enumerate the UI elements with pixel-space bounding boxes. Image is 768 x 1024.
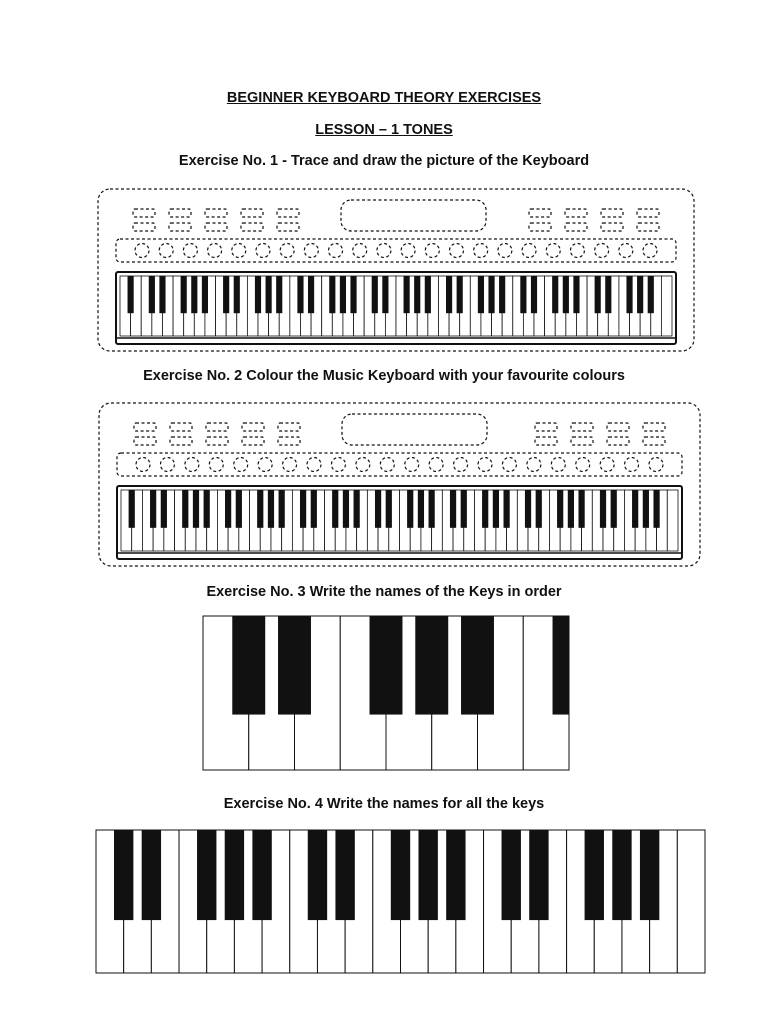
exercise-4-piano-keys <box>95 829 706 974</box>
black-key <box>252 830 271 920</box>
black-key <box>585 830 604 920</box>
lesson-title: LESSON – 1 TONES <box>315 122 453 138</box>
black-key <box>446 276 452 313</box>
round-button <box>329 244 343 258</box>
round-button <box>380 458 394 472</box>
black-key <box>308 830 327 920</box>
black-key <box>626 276 632 313</box>
black-key <box>266 276 272 313</box>
black-key <box>391 830 410 920</box>
black-key <box>557 490 563 528</box>
exercise-3-title: Exercise No. 3 Write the names of the Keys in order <box>206 584 562 600</box>
black-key <box>354 490 360 528</box>
black-key <box>578 490 584 528</box>
black-key <box>343 490 349 528</box>
button-pair-left <box>241 223 263 231</box>
button-pair-left <box>277 209 299 217</box>
exercise-2-keyboard-diagram <box>98 402 701 567</box>
black-key <box>340 276 346 313</box>
black-key <box>193 490 199 528</box>
round-button <box>576 458 590 472</box>
black-key <box>370 616 403 715</box>
button-pair-right <box>535 423 557 431</box>
round-button <box>600 458 614 472</box>
exercise-1-keyboard-diagram <box>97 188 695 352</box>
button-pair-right <box>601 223 623 231</box>
round-button <box>454 458 468 472</box>
black-key <box>279 490 285 528</box>
black-key <box>114 830 133 920</box>
round-button <box>356 458 370 472</box>
black-key <box>461 490 467 528</box>
black-key <box>563 276 569 313</box>
black-key <box>499 276 505 313</box>
button-pair-right <box>535 437 557 445</box>
exercise-1-title: Exercise No. 1 - Trace and draw the picture of the Keyboard <box>178 153 590 169</box>
black-key <box>386 490 392 528</box>
round-button <box>209 458 223 472</box>
button-pair-left <box>133 209 155 217</box>
black-key <box>407 490 413 528</box>
black-key <box>335 830 354 920</box>
button-pair-left <box>169 223 191 231</box>
black-key <box>478 276 484 313</box>
button-pair-left <box>278 423 300 431</box>
black-key <box>234 276 240 313</box>
black-key <box>311 490 317 528</box>
button-pair-right <box>571 423 593 431</box>
round-button <box>377 244 391 258</box>
black-key <box>488 276 494 313</box>
round-button <box>498 244 512 258</box>
button-pair-left <box>206 437 228 445</box>
round-button <box>232 244 246 258</box>
black-key <box>415 616 448 715</box>
black-key <box>142 830 161 920</box>
black-key <box>182 490 188 528</box>
black-key <box>382 276 388 313</box>
black-key <box>149 276 155 313</box>
black-key <box>573 276 579 313</box>
black-key <box>632 490 638 528</box>
button-pair-right <box>637 223 659 231</box>
black-key <box>404 276 410 313</box>
black-key <box>329 276 335 313</box>
black-key <box>418 830 437 920</box>
black-key <box>531 276 537 313</box>
black-key <box>300 490 306 528</box>
round-button <box>425 244 439 258</box>
button-strip <box>116 239 676 262</box>
black-key <box>150 490 156 528</box>
button-pair-left <box>134 423 156 431</box>
white-key <box>677 830 705 973</box>
black-key <box>529 830 548 920</box>
round-button <box>331 458 345 472</box>
black-key <box>223 276 229 313</box>
black-key <box>350 276 356 313</box>
black-key <box>225 490 231 528</box>
black-key <box>202 276 208 313</box>
black-key <box>191 276 197 313</box>
round-button <box>160 458 174 472</box>
black-key <box>197 830 216 920</box>
black-key <box>418 490 424 528</box>
black-key <box>637 276 643 313</box>
black-key <box>225 830 244 920</box>
round-button <box>474 244 488 258</box>
black-key <box>255 276 261 313</box>
button-pair-right <box>643 437 665 445</box>
black-key <box>425 276 431 313</box>
button-pair-left <box>242 437 264 445</box>
black-key <box>181 276 187 313</box>
black-key <box>553 616 569 715</box>
round-button <box>619 244 633 258</box>
black-key <box>552 276 558 313</box>
black-key <box>128 276 134 313</box>
round-button <box>280 244 294 258</box>
exercise-2-title: Exercise No. 2 Colour the Music Keyboard with your favourite colours <box>143 368 625 384</box>
black-key <box>504 490 510 528</box>
black-key <box>520 276 526 313</box>
round-button <box>625 458 639 472</box>
round-button <box>570 244 584 258</box>
button-pair-right <box>529 209 551 217</box>
button-pair-right <box>601 209 623 217</box>
round-button <box>502 458 516 472</box>
black-key <box>640 830 659 920</box>
black-key <box>493 490 499 528</box>
button-pair-left <box>242 423 264 431</box>
black-key <box>612 830 631 920</box>
round-button <box>185 458 199 472</box>
white-key <box>667 490 678 551</box>
round-button <box>401 244 415 258</box>
black-key <box>600 490 606 528</box>
black-key <box>278 616 311 715</box>
black-key <box>297 276 303 313</box>
button-pair-right <box>643 423 665 431</box>
white-key <box>661 276 672 336</box>
round-button <box>208 244 222 258</box>
round-button <box>595 244 609 258</box>
black-key <box>502 830 521 920</box>
button-pair-right <box>607 437 629 445</box>
button-pair-left <box>170 437 192 445</box>
black-key <box>653 490 659 528</box>
black-key <box>232 616 265 715</box>
black-key <box>204 490 210 528</box>
button-pair-right <box>571 437 593 445</box>
black-key <box>372 276 378 313</box>
black-key <box>643 490 649 528</box>
round-button <box>478 458 492 472</box>
black-key <box>446 830 465 920</box>
button-pair-left <box>133 223 155 231</box>
button-pair-right <box>529 223 551 231</box>
round-button <box>353 244 367 258</box>
black-key <box>236 490 242 528</box>
black-key <box>482 490 488 528</box>
button-pair-left <box>170 423 192 431</box>
button-strip <box>117 453 682 476</box>
round-button <box>256 244 270 258</box>
black-key <box>595 276 601 313</box>
button-pair-right <box>565 209 587 217</box>
black-key <box>159 276 165 313</box>
black-key <box>568 490 574 528</box>
black-key <box>276 276 282 313</box>
round-button <box>307 458 321 472</box>
black-key <box>332 490 338 528</box>
round-button <box>234 458 248 472</box>
round-button <box>304 244 318 258</box>
button-pair-left <box>205 209 227 217</box>
round-button <box>136 458 150 472</box>
round-button <box>183 244 197 258</box>
round-button <box>159 244 173 258</box>
black-key <box>536 490 542 528</box>
black-key <box>525 490 531 528</box>
button-pair-left <box>278 437 300 445</box>
black-key <box>450 490 456 528</box>
black-key <box>414 276 420 313</box>
round-button <box>546 244 560 258</box>
round-button <box>258 458 272 472</box>
display-screen <box>341 200 486 231</box>
black-key <box>257 490 263 528</box>
button-pair-left <box>169 209 191 217</box>
exercise-4-title: Exercise No. 4 Write the names for all the keys <box>223 796 545 812</box>
black-key <box>429 490 435 528</box>
black-key <box>605 276 611 313</box>
round-button <box>527 458 541 472</box>
button-pair-left <box>277 223 299 231</box>
black-key <box>648 276 654 313</box>
display-screen <box>342 414 487 445</box>
button-pair-left <box>241 209 263 217</box>
round-button <box>649 458 663 472</box>
exercise-3-piano-keys <box>202 615 570 771</box>
black-key <box>268 490 274 528</box>
button-pair-left <box>206 423 228 431</box>
round-button <box>405 458 419 472</box>
button-pair-right <box>637 209 659 217</box>
round-button <box>429 458 443 472</box>
black-key <box>611 490 617 528</box>
black-key <box>461 616 494 715</box>
black-key <box>375 490 381 528</box>
round-button <box>449 244 463 258</box>
round-button <box>522 244 536 258</box>
button-pair-left <box>134 437 156 445</box>
round-button <box>135 244 149 258</box>
round-button <box>551 458 565 472</box>
button-pair-left <box>205 223 227 231</box>
button-pair-right <box>607 423 629 431</box>
round-button <box>283 458 297 472</box>
worksheet-title: BEGINNER KEYBOARD THEORY EXERCISES <box>226 90 542 106</box>
black-key <box>129 490 135 528</box>
black-key <box>457 276 463 313</box>
round-button <box>643 244 657 258</box>
button-pair-right <box>565 223 587 231</box>
black-key <box>161 490 167 528</box>
black-key <box>308 276 314 313</box>
